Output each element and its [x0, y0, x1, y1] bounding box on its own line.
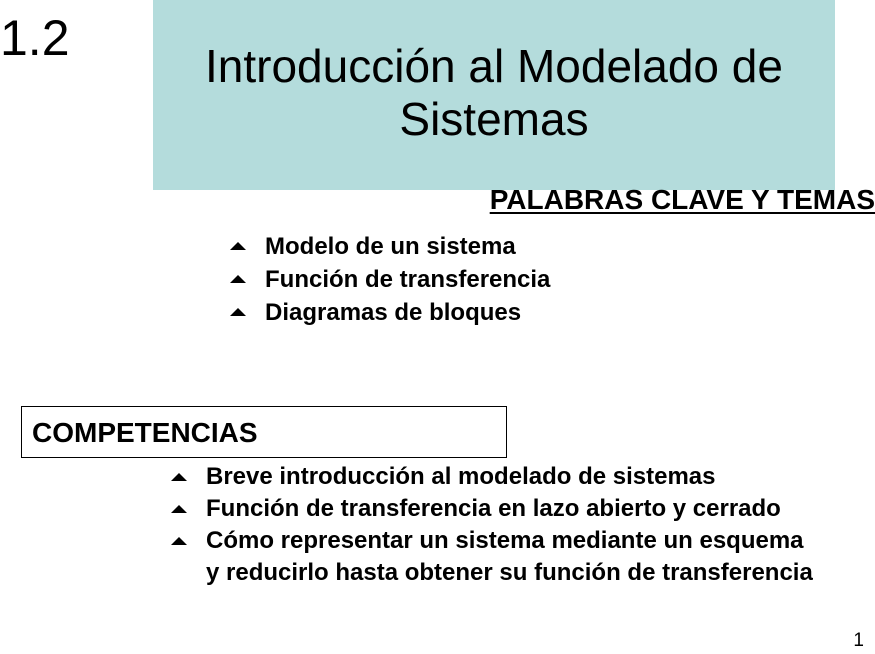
- title-box: [153, 0, 835, 190]
- competencia-text: Función de transferencia en lazo abierto y cerrado: [206, 495, 781, 522]
- competencia-text: Breve introducción al modelado de sistemas: [206, 463, 716, 490]
- slide-title-line-1: Introducción al Modelado de: [205, 40, 783, 92]
- competencia-item: [168, 525, 813, 557]
- competencias-heading: COMPETENCIAS: [21, 406, 507, 458]
- triangle-up-icon: [227, 263, 247, 295]
- keyword-item: [227, 263, 550, 296]
- competencia-text: Cómo representar un sistema mediante un esquema: [206, 527, 804, 554]
- triangle-up-icon: [168, 525, 188, 557]
- keyword-text: Modelo de un sistema: [265, 233, 516, 260]
- keywords-list: [227, 230, 550, 329]
- keyword-item: [227, 296, 550, 329]
- keyword-text: Diagramas de bloques: [265, 299, 522, 326]
- triangle-up-icon: [168, 461, 188, 493]
- competencia-item: [168, 493, 813, 525]
- competencias-list: [168, 461, 813, 589]
- section-number: 1.2: [0, 10, 70, 66]
- keyword-item: [227, 230, 550, 263]
- slide-title-line-2: Sistemas: [399, 93, 589, 145]
- page-number: 1: [853, 630, 864, 651]
- competencia-text: y reducirlo hasta obtener su función de transferencia: [206, 559, 813, 586]
- keywords-heading: PALABRAS CLAVE Y TEMAS: [489, 184, 875, 215]
- competencia-continuation: [168, 557, 813, 589]
- triangle-up-icon: [227, 230, 247, 262]
- triangle-up-icon: [168, 493, 188, 525]
- keyword-text: Función de transferencia: [265, 266, 551, 293]
- competencia-item: [168, 461, 813, 493]
- triangle-up-icon: [227, 296, 247, 328]
